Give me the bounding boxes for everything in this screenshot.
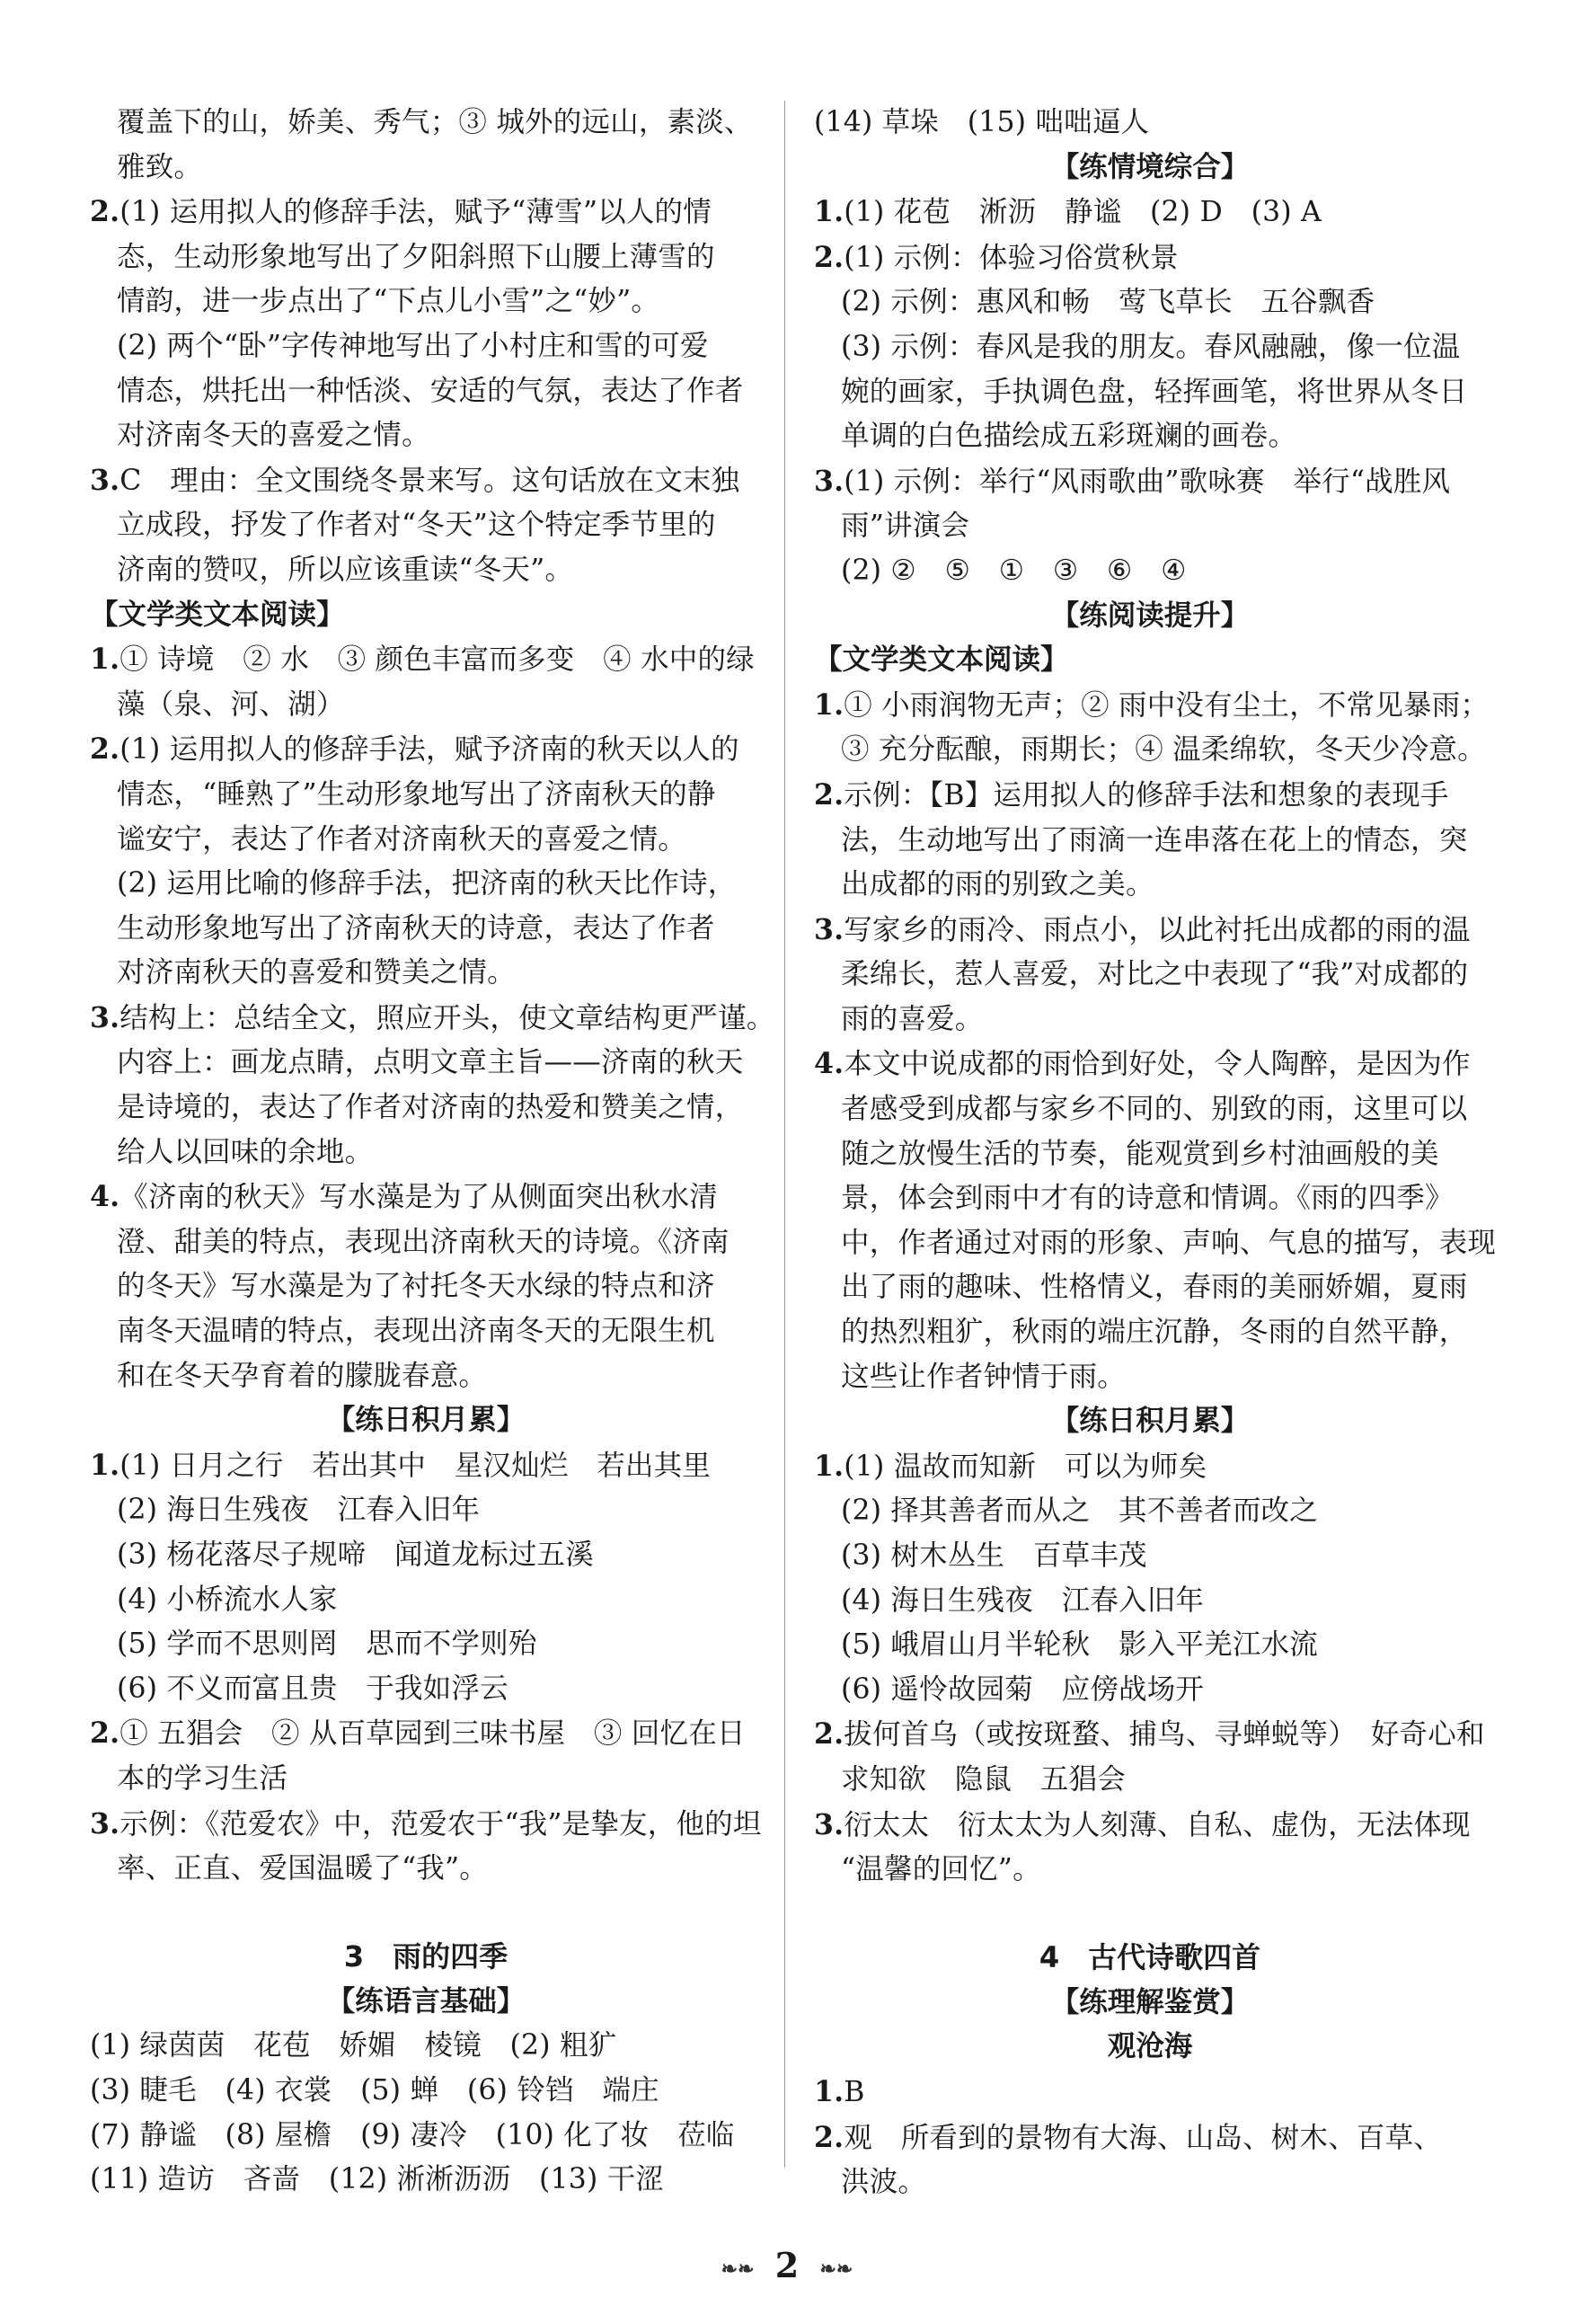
item-number: 2. xyxy=(90,732,120,767)
answer-line xyxy=(814,1579,1486,1624)
answer-line xyxy=(814,325,1486,370)
answer-line xyxy=(814,2160,1486,2205)
answer-line xyxy=(90,773,762,818)
answer-text: ③ 充分酝酿，雨期长；④ 温柔绵软，冬天少冷意。 xyxy=(841,733,1486,767)
answer-text: (6) 遥怜故园菊 应傍战场开 xyxy=(841,1672,1205,1706)
item-number: 2. xyxy=(814,240,844,274)
answer-text: 柔绵长，惹人喜爱，对比之中表现了“我”对成都的 xyxy=(841,958,1469,991)
answer-text: (1) 花苞 淅沥 静谧 (2) D (3) A xyxy=(844,196,1322,229)
item-number: 1. xyxy=(814,195,844,229)
answer-text: 南冬天温晴的特点，表现出济南冬天的无限生机 xyxy=(117,1315,715,1348)
answer-text: 生动形象地写出了济南秋天的诗意，表达了作者 xyxy=(117,911,715,945)
answer-text: 和在冬天孕育着的朦胧春意。 xyxy=(117,1359,488,1392)
answer-text: (5) 学而不思则罔 思而不学则殆 xyxy=(117,1628,537,1661)
answer-text: 藻（泉、河、湖） xyxy=(117,687,345,721)
answer-text: 雨的喜爱。 xyxy=(841,1002,984,1035)
answer-line xyxy=(814,1355,1486,1400)
answer-text: 给人以回味的余地。 xyxy=(117,1135,374,1168)
answer-line xyxy=(814,549,1486,594)
answer-line xyxy=(90,1757,762,1802)
item-number: 2. xyxy=(90,195,120,229)
answer-text: (3) 睫毛 (4) 衣裳 (5) 蝉 (6) 铃铛 端庄 xyxy=(90,2073,659,2107)
answer-text: 结构上：总结全文，照应开头，使文章结构更严谨。 xyxy=(119,1001,775,1034)
answer-text: 情韵，进一步点出了“下点儿小雪”之“妙”。 xyxy=(117,285,660,318)
answer-text: (1) 运用拟人的修辞手法，赋予“薄雪”以人的情 xyxy=(119,196,712,229)
answer-line xyxy=(90,548,762,593)
unit-title: 4 古代诗歌四首 xyxy=(1039,1939,1261,1974)
item-number: 1. xyxy=(814,1449,844,1483)
answer-text: 雅致。 xyxy=(117,150,203,183)
answer-text: (1) 示例：举行“风雨歌曲”歌咏赛 举行“战胜风 xyxy=(844,465,1451,498)
answer-text: 中，作者通过对雨的形象、声响、气息的描写，表现 xyxy=(841,1226,1497,1259)
item-number: 1. xyxy=(90,643,120,677)
item-number: 1. xyxy=(90,1448,120,1482)
answer-text: 拔何首乌（或按斑蝥、捕鸟、寻蝉蜕等） 好奇心和 xyxy=(844,1718,1485,1752)
answer-text: 的热烈粗犷，秋雨的端庄沉静，冬雨的自然平静， xyxy=(841,1316,1468,1349)
item-number: 3. xyxy=(814,1807,844,1841)
answer-text: 观 所看到的景物有大海、山岛、树木、百草、 xyxy=(844,2121,1442,2154)
column-divider xyxy=(784,101,785,2168)
section-heading: 【文学类文本阅读】 xyxy=(90,598,345,631)
left-column xyxy=(90,101,775,2203)
answer-line xyxy=(90,279,762,324)
answer-text: (2) 运用比喻的修辞手法，把济南的秋天比作诗， xyxy=(117,867,737,900)
answer-line xyxy=(90,862,762,907)
section-heading: 【练语言基础】 xyxy=(326,1984,526,2018)
answer-text: (7) 静谧 (8) 屋檐 (9) 凄冷 (10) 化了妆 莅临 xyxy=(90,2118,735,2151)
answer-line xyxy=(814,1758,1486,1803)
page-footer xyxy=(0,2245,1574,2285)
answer-line xyxy=(90,1086,762,1131)
answer-text: (5) 峨眉山月半轮秋 影入平羌江水流 xyxy=(841,1628,1318,1662)
page-number: 2 xyxy=(774,2245,800,2285)
answer-text: (1) 绿茵茵 花苞 娇媚 棱镜 (2) 粗犷 xyxy=(90,2029,617,2062)
answer-line xyxy=(90,324,762,369)
answer-text: 内容上：画龙点睛，点明文章主旨——济南的秋天 xyxy=(117,1046,744,1079)
item-number: 4. xyxy=(90,1180,120,1214)
answer-text: 率、正直、爱国温暖了“我”。 xyxy=(117,1852,489,1885)
answer-text: (2) 两个“卧”字传神地写出了小村庄和雪的可爱 xyxy=(117,329,709,362)
answer-line xyxy=(814,370,1486,415)
item-number: 3. xyxy=(90,1806,120,1841)
answer-line xyxy=(90,818,762,863)
unit-title: 3 雨的四季 xyxy=(343,1938,508,1974)
answer-text: 雨”讲演会 xyxy=(841,510,970,543)
answer-line xyxy=(814,1623,1486,1668)
section-heading: 【练阅读提升】 xyxy=(1050,599,1250,632)
answer-line xyxy=(814,953,1486,998)
section-heading: 【练日积月累】 xyxy=(1050,1405,1250,1438)
section-gap xyxy=(90,1892,762,1933)
answer-line xyxy=(814,1265,1486,1310)
answer-item xyxy=(814,2070,1486,2116)
answer-text: 者感受到成都与家乡不同的、别致的雨，这里可以 xyxy=(841,1093,1468,1126)
answer-line xyxy=(90,1220,762,1265)
answer-text: 澄、甜美的特点，表现出济南秋天的诗境。《济南 xyxy=(117,1225,730,1258)
answer-line xyxy=(90,1847,762,1892)
answer-line xyxy=(814,819,1486,864)
answer-item xyxy=(90,190,762,235)
item-number: 2. xyxy=(814,777,844,812)
answer-text: ① 五猖会 ② 从百草园到三味书屋 ③ 回忆在日 xyxy=(119,1717,746,1751)
answer-text: (1) 运用拟人的修辞手法，赋予济南的秋天以人的 xyxy=(119,733,739,767)
answer-text: (4) 海日生残夜 江春入旧年 xyxy=(841,1583,1205,1617)
answer-line xyxy=(90,146,762,191)
answer-text: 景，体会到雨中才有的诗意和情调。《雨的四季》 xyxy=(841,1182,1454,1215)
answer-line xyxy=(90,413,762,458)
answer-text: 《济南的秋天》写水藻是为了从侧面突出秋水清 xyxy=(119,1181,718,1214)
answer-text: (3) 杨花落尽子规啼 闻道龙标过五溪 xyxy=(117,1539,594,1571)
answer-line xyxy=(90,1041,762,1086)
answer-text: 求知欲 隐鼠 五猖会 xyxy=(841,1762,1127,1796)
answer-item xyxy=(814,1042,1486,1087)
answer-line xyxy=(90,1533,762,1578)
item-number: 3. xyxy=(814,464,844,498)
answer-line xyxy=(814,504,1486,549)
item-number: 2. xyxy=(90,1716,120,1751)
answer-text: (1) 日月之行 若出其中 星汉灿烂 若出其里 xyxy=(119,1449,712,1482)
answer-item xyxy=(90,1443,762,1489)
answer-line xyxy=(814,1534,1486,1579)
answer-text: (6) 不义而富且贵 于我如浮云 xyxy=(117,1672,508,1705)
answer-line xyxy=(90,1667,762,1712)
answer-text: (2) ② ⑤ ① ③ ⑥ ④ xyxy=(841,554,1187,587)
answer-text: 对济南秋天的喜爱和赞美之情。 xyxy=(117,956,516,989)
answer-line xyxy=(90,1131,762,1175)
answer-line xyxy=(90,1264,762,1309)
answer-text: 情态，烘托出一种恬淡、安适的气氛，表达了作者 xyxy=(117,374,744,407)
right-column xyxy=(814,101,1497,2205)
answer-item xyxy=(814,1444,1486,1490)
answer-item xyxy=(814,459,1486,505)
section-heading: 【练理解鉴赏】 xyxy=(1050,1985,1250,2018)
answer-text: 出成都的雨的别致之美。 xyxy=(841,868,1154,901)
answer-text: B xyxy=(844,2075,865,2108)
answer-text: 态，生动形象地写出了夕阳斜照下山腰上薄雪的 xyxy=(117,240,715,273)
answer-text: 随之放慢生活的节奏，能观赏到乡村油画般的美 xyxy=(841,1137,1439,1170)
answer-text: 这些让作者钟情于雨。 xyxy=(841,1360,1127,1393)
answer-text: (1) 示例：体验习俗赏秋景 xyxy=(844,241,1179,274)
item-number: 1. xyxy=(814,687,844,722)
answer-item xyxy=(814,683,1490,729)
answer-line xyxy=(90,2114,762,2159)
answer-text: 单调的白色描绘成五彩斑斓的画卷。 xyxy=(841,420,1297,453)
answer-item xyxy=(814,190,1486,235)
section-gap xyxy=(814,1893,1486,1934)
answer-item xyxy=(814,235,1486,281)
answer-text: (3) 树木丛生 百草丰茂 xyxy=(841,1539,1147,1572)
answer-line xyxy=(90,1354,762,1399)
answer-text: ① 诗境 ② 水 ③ 颜色丰富而多变 ④ 水中的绿 xyxy=(119,643,755,677)
answer-line xyxy=(90,2158,762,2203)
answer-line xyxy=(90,951,762,996)
answer-line xyxy=(90,1578,762,1623)
answer-line xyxy=(814,414,1486,459)
item-number: 3. xyxy=(814,912,844,946)
answer-item xyxy=(814,2116,1486,2161)
answer-text: 济南的赞叹，所以应该重读“冬天”。 xyxy=(117,553,574,586)
answer-item xyxy=(90,458,762,504)
answer-text: 本的学习生活 xyxy=(117,1761,288,1795)
answer-text: 对济南冬天的喜爱之情。 xyxy=(117,419,430,452)
section-heading: 【练情境综合】 xyxy=(1050,150,1250,183)
answer-text: ① 小雨润物无声；② 雨中没有尘土，不常见暴雨； xyxy=(844,688,1490,722)
answer-line xyxy=(814,863,1486,908)
left-ornament-icon: ❧❧ xyxy=(721,2257,755,2281)
answer-item xyxy=(90,1802,762,1848)
item-number: 3. xyxy=(90,1000,120,1034)
answer-line xyxy=(90,1622,762,1667)
answer-line xyxy=(90,101,762,146)
answer-item xyxy=(814,773,1486,819)
answer-line xyxy=(90,235,762,280)
answer-text: 婉的画家，手执调色盘，轻挥画笔，将世界从冬日 xyxy=(841,375,1468,408)
answer-line xyxy=(814,101,1486,146)
answer-text: (14) 草垛 (15) 咄咄逼人 xyxy=(814,106,1150,138)
answer-text: (2) 择其善者而从之 其不善者而改之 xyxy=(841,1495,1318,1528)
answer-item xyxy=(814,1803,1486,1849)
answer-line xyxy=(814,1310,1486,1355)
answer-text: (1) 温故而知新 可以为师矣 xyxy=(844,1450,1207,1483)
answer-text: 本文中说成都的雨恰到好处，令人陶醉，是因为作 xyxy=(844,1048,1471,1081)
answer-line xyxy=(814,1668,1486,1713)
answer-line xyxy=(90,503,762,548)
answer-item xyxy=(814,1712,1486,1758)
section-heading: 【练日积月累】 xyxy=(326,1404,526,1437)
answer-text: 洪波。 xyxy=(841,2166,927,2199)
answer-item xyxy=(814,908,1486,954)
answer-text: 情态，“睡熟了”生动形象地写出了济南秋天的静 xyxy=(117,777,716,811)
answer-text: 示例：《范爱农》中，范爱农于“我”是挚友，他的坦 xyxy=(119,1807,762,1841)
answer-line xyxy=(814,998,1486,1042)
answer-line xyxy=(814,1848,1486,1893)
answer-text: C 理由：全文围绕冬景来写。这句话放在文末独 xyxy=(119,464,740,497)
answer-text: 法，生动地写出了雨滴一连串落在花上的情态，突 xyxy=(841,823,1468,856)
right-ornament-icon: ❧❧ xyxy=(819,2257,853,2281)
answer-text: (3) 示例：春风是我的朋友。春风融融，像一位温 xyxy=(841,330,1461,363)
answer-item xyxy=(90,1711,762,1757)
answer-line xyxy=(90,1309,762,1354)
answer-text: 出了雨的趣味、性格情义，春雨的美丽娇媚，夏雨 xyxy=(841,1271,1468,1304)
answer-text: 是诗境的，表达了作者对济南的热爱和赞美之情， xyxy=(117,1091,744,1124)
answer-text: 谧安宁，表达了作者对济南秋天的喜爱之情。 xyxy=(117,822,687,856)
answer-line xyxy=(814,1132,1486,1177)
answer-item xyxy=(90,637,762,683)
answer-line xyxy=(90,369,762,414)
answer-line xyxy=(814,728,1486,773)
answer-line xyxy=(90,1488,762,1533)
answer-line xyxy=(90,2069,762,2114)
answer-item xyxy=(90,727,762,773)
answer-line xyxy=(90,907,762,952)
answer-line xyxy=(814,1176,1486,1221)
answer-text: 立成段，抒发了作者对“冬天”这个特定季节里的 xyxy=(117,509,716,542)
item-number: 2. xyxy=(814,1717,844,1752)
answer-text: 示例：【B】运用拟人的修辞手法和想象的表现手 xyxy=(844,778,1449,812)
answer-line xyxy=(814,1221,1497,1266)
section-heading: 观沧海 xyxy=(1107,2030,1193,2063)
answer-text: (4) 小桥流水人家 xyxy=(117,1583,338,1616)
answer-line xyxy=(90,683,762,728)
answer-text: 的冬天》写水藻是为了衬托冬天水绿的特点和济 xyxy=(117,1270,715,1303)
item-number: 4. xyxy=(814,1047,844,1081)
answer-item xyxy=(90,1175,762,1220)
answer-text: (2) 海日生残夜 江春入旧年 xyxy=(117,1494,481,1527)
answer-line xyxy=(90,2024,762,2069)
answer-line xyxy=(814,1087,1486,1132)
answer-text: (2) 示例：惠风和畅 莺飞草长 五谷飘香 xyxy=(841,286,1375,319)
section-heading: 【文学类文本阅读】 xyxy=(814,643,1069,677)
answer-text: 覆盖下的山，娇美、秀气；③ 城外的远山，素淡、 xyxy=(117,106,753,138)
item-number: 2. xyxy=(814,2120,844,2154)
item-number: 3. xyxy=(90,463,120,497)
answer-line xyxy=(814,280,1486,325)
answer-item xyxy=(90,996,775,1042)
answer-line xyxy=(814,1489,1486,1534)
answer-text: (11) 造访 吝啬 (12) 淅淅沥沥 (13) 干涩 xyxy=(90,2163,665,2196)
item-number: 1. xyxy=(814,2074,844,2108)
answer-text: 衍太太 衍太太为人刻薄、自私、虚伪，无法体现 xyxy=(844,1808,1471,1841)
answer-text: 写家乡的雨冷、雨点小，以此衬托出成都的雨的温 xyxy=(844,913,1471,946)
answer-text: “温馨的回忆”。 xyxy=(841,1853,1041,1886)
